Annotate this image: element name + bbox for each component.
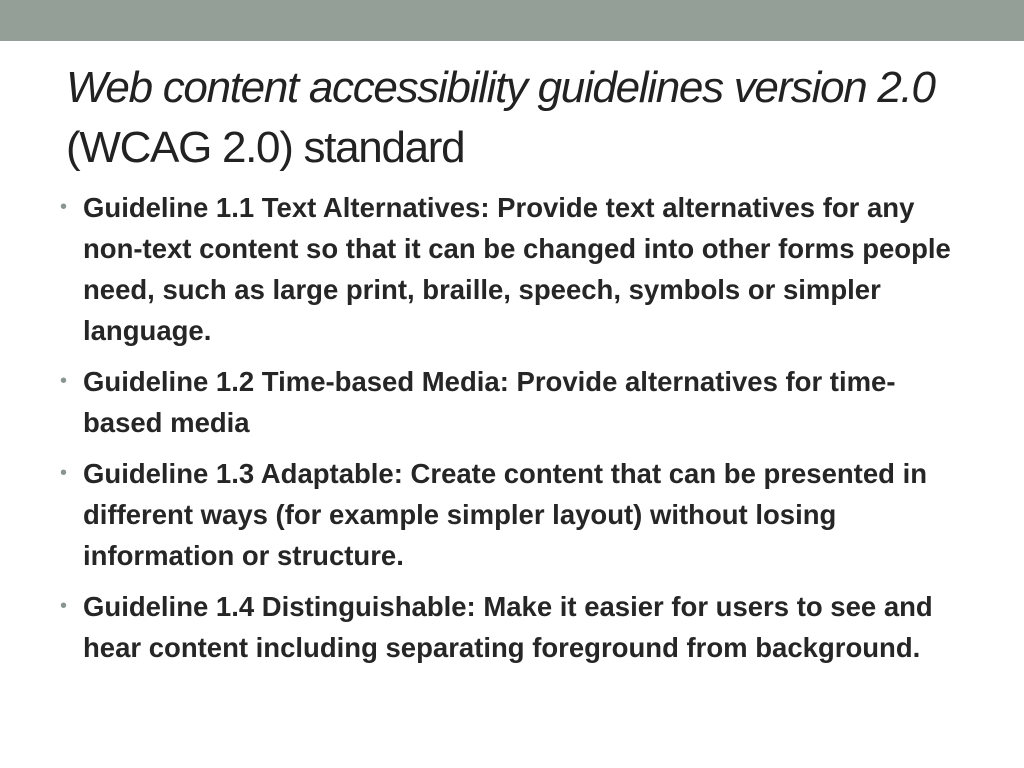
bullet-text: Guideline 1.2 Time-based Media: Provide alternatives for time-based media [83, 366, 896, 438]
bullet-item-guideline-1-4 [60, 586, 970, 668]
bullet-text: Guideline 1.4 Distinguishable: Make it easier for users to see and hear content including separating foreground from background. [83, 591, 933, 663]
title-plain-part: (WCAG 2.0) standard [66, 123, 465, 172]
bullet-item-guideline-1-1 [60, 187, 970, 351]
bullet-icon: • [60, 196, 68, 218]
bullet-icon: • [60, 462, 68, 484]
bullet-text: Guideline 1.3 Adaptable: Create content that can be presented in different ways (for example simpler layout) without losing information or structure. [83, 458, 928, 571]
bullet-text: Guideline 1.1 Text Alternatives: Provide text alternatives for any non-text content so that it can be changed into other forms people need, such as large print, braille, speech, symbols or simpler language. [83, 192, 951, 346]
title-italic-part: Web content accessibility guidelines version 2.0 [66, 63, 935, 112]
bullet-icon: • [60, 370, 68, 392]
bullet-icon: • [60, 595, 68, 617]
bullet-item-guideline-1-2 [60, 361, 970, 443]
bullet-item-guideline-1-3 [60, 453, 970, 576]
top-banner [0, 0, 1024, 41]
slide-title [66, 58, 966, 178]
bullet-list [60, 187, 970, 678]
